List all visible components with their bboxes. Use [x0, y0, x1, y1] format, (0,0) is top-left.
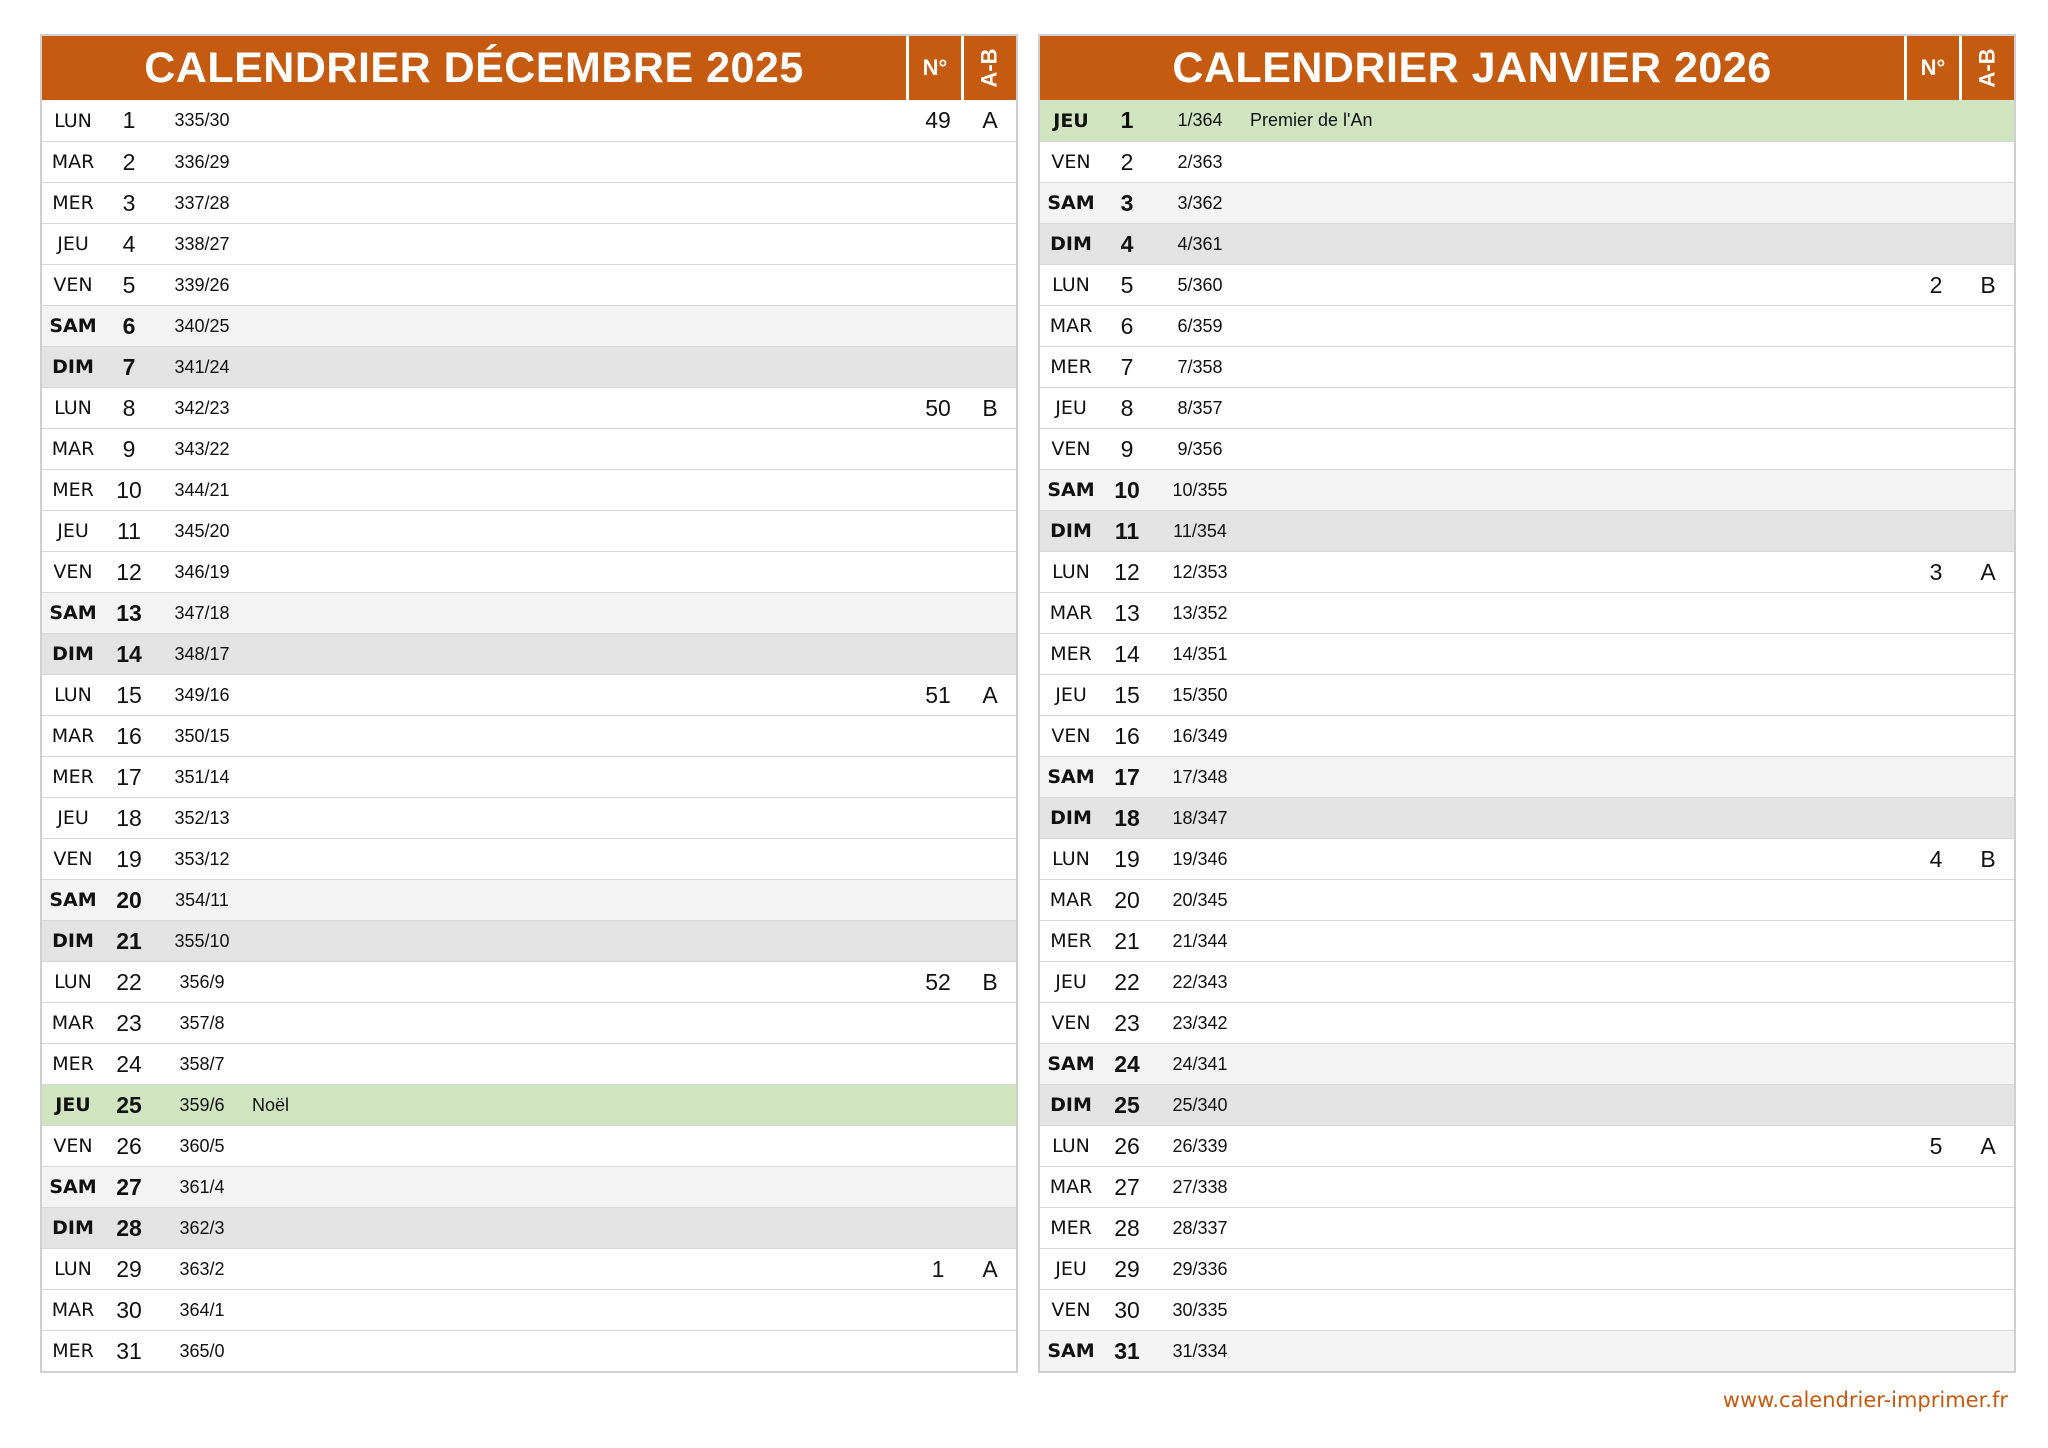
day-row [1040, 1330, 2014, 1371]
day-of-year: 337/28 [174, 192, 230, 213]
day-of-year: 12/353 [1172, 561, 1228, 582]
day-number: 30 [116, 1296, 142, 1323]
day-of-year: 28/337 [1172, 1217, 1228, 1238]
day-row [42, 920, 1016, 961]
ab-week: B [982, 394, 998, 421]
day-rows [1040, 100, 2014, 1371]
day-of-year: 350/15 [174, 725, 230, 746]
day-number: 14 [116, 640, 142, 667]
weekday-label: LUN [1052, 561, 1090, 583]
calendar-january-2026 [1038, 34, 2016, 1373]
day-number: 5 [1120, 271, 1134, 298]
weekday-label: DIM [52, 643, 94, 665]
day-number: 23 [1114, 1009, 1140, 1036]
day-number: 18 [1114, 804, 1140, 831]
day-row [1040, 551, 2014, 592]
weekday-label: MAR [51, 1012, 95, 1034]
day-of-year: 344/21 [174, 479, 230, 500]
weekday-label: MER [1050, 1217, 1092, 1239]
weekday-label: MAR [51, 1299, 95, 1321]
week-number: 4 [1929, 845, 1943, 872]
day-of-year: 352/13 [174, 807, 230, 828]
day-row [1040, 1289, 2014, 1330]
day-number: 21 [1114, 927, 1140, 954]
day-row [42, 551, 1016, 592]
day-number: 7 [1120, 353, 1134, 380]
day-number: 15 [116, 681, 142, 708]
day-of-year: 351/14 [174, 766, 230, 787]
weekday-label: SAM [1047, 192, 1095, 214]
weekday-label: MER [1050, 643, 1092, 665]
weekday-label: DIM [1050, 233, 1092, 255]
day-row [1040, 961, 2014, 1002]
day-number: 22 [116, 968, 142, 995]
day-of-year: 6/359 [1177, 315, 1223, 336]
weekday-label: MER [52, 479, 94, 501]
ab-week: B [982, 968, 998, 995]
day-of-year: 30/335 [1172, 1299, 1228, 1320]
day-row [1040, 1248, 2014, 1289]
weekday-label: MER [1050, 356, 1092, 378]
day-of-year: 27/338 [1172, 1176, 1228, 1197]
day-of-year: 20/345 [1172, 889, 1228, 910]
day-number: 13 [1114, 599, 1140, 626]
day-number: 4 [1120, 230, 1134, 257]
week-number: 1 [931, 1255, 945, 1282]
day-of-year: 25/340 [1172, 1094, 1228, 1115]
weekday-label: MAR [51, 725, 95, 747]
day-row [42, 633, 1016, 674]
day-row [42, 1330, 1016, 1371]
ab-week-header [1959, 36, 2014, 100]
week-number: 5 [1929, 1132, 1943, 1159]
calendar-header [1040, 36, 2014, 100]
day-number: 25 [1114, 1091, 1140, 1118]
day-row [1040, 1002, 2014, 1043]
day-of-year: 359/6 [179, 1094, 225, 1115]
day-of-year: 10/355 [1172, 479, 1228, 500]
day-of-year: 362/3 [179, 1217, 225, 1238]
day-of-year: 340/25 [174, 315, 230, 336]
day-row [42, 510, 1016, 551]
day-of-year: 23/342 [1172, 1012, 1228, 1033]
day-number: 13 [116, 599, 142, 626]
day-of-year: 338/27 [174, 233, 230, 254]
day-of-year: 22/343 [1172, 971, 1228, 992]
weekday-label: MER [52, 1053, 94, 1075]
day-row [1040, 223, 2014, 264]
weekday-label: SAM [1047, 766, 1095, 788]
ab-week: A [982, 107, 998, 133]
holiday-note: Noël [252, 1094, 290, 1115]
day-row [1040, 797, 2014, 838]
day-row [42, 223, 1016, 264]
day-row [1040, 1043, 2014, 1084]
day-number: 5 [122, 271, 136, 298]
day-of-year: 16/349 [1172, 725, 1228, 746]
ab-week: A [982, 1255, 998, 1282]
weekday-label: JEU [1055, 1258, 1087, 1280]
day-number: 16 [1114, 722, 1140, 749]
weekday-label: VEN [53, 274, 93, 296]
day-of-year: 363/2 [179, 1258, 225, 1279]
weekday-label: SAM [1047, 1053, 1095, 1075]
day-of-year: 339/26 [174, 274, 230, 295]
week-number: 52 [925, 968, 951, 995]
day-row [42, 182, 1016, 223]
day-of-year: 8/357 [1177, 397, 1223, 418]
ab-week: B [1980, 271, 1996, 298]
day-row [1040, 1125, 2014, 1166]
day-of-year: 335/30 [174, 110, 230, 130]
weekday-label: MAR [1049, 1176, 1093, 1198]
weekday-label: JEU [57, 520, 89, 542]
weekday-label: DIM [52, 356, 94, 378]
day-of-year: 355/10 [174, 930, 230, 951]
week-number-header: N° [906, 36, 961, 100]
weekday-label: JEU [1055, 397, 1087, 419]
day-of-year: 15/350 [1172, 684, 1228, 705]
day-row [1040, 1207, 2014, 1248]
weekday-label: VEN [53, 848, 93, 870]
day-number: 1 [122, 107, 136, 133]
ab-week-header-label: A-B [1974, 48, 2000, 88]
day-of-year: 5/360 [1177, 274, 1223, 295]
ab-week-header-label: A-B [976, 48, 1002, 88]
calendar-december-2025 [40, 34, 1018, 1373]
day-number: 24 [116, 1050, 142, 1077]
day-row [1040, 1084, 2014, 1125]
day-row [1040, 879, 2014, 920]
day-row [1040, 1166, 2014, 1207]
day-number: 2 [1120, 148, 1134, 175]
day-row [42, 469, 1016, 510]
day-row [42, 346, 1016, 387]
day-number: 23 [116, 1009, 142, 1036]
weekday-label: VEN [1051, 1299, 1091, 1321]
day-of-year: 29/336 [1172, 1258, 1228, 1279]
weekday-label: DIM [1050, 1094, 1092, 1116]
day-of-year: 346/19 [174, 561, 230, 582]
day-of-year: 11/354 [1173, 520, 1227, 541]
weekday-label: SAM [49, 315, 97, 337]
day-row [42, 1248, 1016, 1289]
weekday-label: JEU [1055, 684, 1087, 706]
day-of-year: 17/348 [1172, 766, 1228, 787]
weekday-label: MAR [1049, 889, 1093, 911]
day-row [1040, 510, 2014, 551]
ab-week-header [961, 36, 1016, 100]
day-number: 16 [116, 722, 142, 749]
ab-week: A [982, 681, 998, 708]
day-of-year: 347/18 [174, 602, 230, 623]
day-number: 2 [122, 148, 136, 175]
day-number: 28 [1114, 1214, 1140, 1241]
day-of-year: 356/9 [179, 971, 225, 992]
day-of-year: 365/0 [179, 1340, 225, 1361]
day-number: 20 [1114, 886, 1140, 913]
weekday-label: JEU [55, 1094, 91, 1116]
weekday-label: MER [52, 766, 94, 788]
day-row [1040, 469, 2014, 510]
day-number: 14 [1114, 640, 1140, 667]
day-number: 19 [1114, 845, 1140, 872]
weekday-label: LUN [1052, 1135, 1090, 1157]
day-number: 22 [1114, 968, 1140, 995]
week-number: 3 [1929, 558, 1943, 585]
day-row [1040, 633, 2014, 674]
weekday-label: LUN [54, 971, 92, 993]
day-number: 11 [1114, 517, 1140, 544]
day-of-year: 2/363 [1177, 151, 1223, 172]
calendar-title: CALENDRIER DÉCEMBRE 2025 [144, 43, 804, 92]
day-row [42, 1084, 1016, 1125]
day-rows [42, 100, 1016, 1371]
day-row [42, 674, 1016, 715]
day-of-year: 336/29 [174, 151, 230, 172]
weekday-label: VEN [1051, 1012, 1091, 1034]
week-number: 51 [925, 681, 951, 708]
day-row [42, 100, 1016, 141]
day-of-year: 18/347 [1172, 807, 1228, 828]
day-number: 7 [122, 353, 136, 380]
ab-week: B [1980, 845, 1996, 872]
day-number: 10 [116, 476, 142, 503]
day-of-year: 9/356 [1177, 438, 1223, 459]
day-number: 21 [116, 927, 142, 954]
day-number: 17 [1114, 763, 1140, 790]
day-row [42, 264, 1016, 305]
weekday-label: MAR [1049, 602, 1093, 624]
day-row [1040, 264, 2014, 305]
day-of-year: 26/339 [1172, 1135, 1228, 1156]
weekday-label: LUN [54, 397, 92, 419]
weekday-label: JEU [57, 807, 89, 829]
day-of-year: 358/7 [179, 1053, 225, 1074]
weekday-label: VEN [53, 1135, 93, 1157]
weekday-label: DIM [52, 930, 94, 952]
ab-week: A [1980, 558, 1996, 585]
weekday-label: JEU [1055, 971, 1087, 993]
weekday-label: MER [52, 1340, 94, 1362]
calendar-title: CALENDRIER JANVIER 2026 [1172, 43, 1772, 92]
day-row [1040, 920, 2014, 961]
day-row [42, 387, 1016, 428]
day-row [42, 305, 1016, 346]
day-of-year: 343/22 [174, 438, 230, 459]
day-row [1040, 141, 2014, 182]
day-row [42, 1125, 1016, 1166]
weekday-label: JEU [1053, 109, 1089, 132]
day-number: 8 [122, 394, 136, 421]
weekday-label: MER [52, 192, 94, 214]
day-of-year: 364/1 [179, 1299, 225, 1320]
weekday-label: MAR [1049, 315, 1093, 337]
day-row [1040, 756, 2014, 797]
day-number: 29 [1114, 1255, 1140, 1282]
day-row [42, 879, 1016, 920]
weekday-label: MER [1050, 930, 1092, 952]
weekday-label: DIM [52, 1217, 94, 1239]
day-of-year: 361/4 [179, 1176, 225, 1197]
day-number: 1 [1120, 107, 1134, 133]
day-row [42, 592, 1016, 633]
day-of-year: 7/358 [1177, 356, 1223, 377]
week-number: 2 [1929, 271, 1943, 298]
day-number: 27 [116, 1173, 142, 1200]
day-number: 26 [116, 1132, 142, 1159]
day-row [42, 756, 1016, 797]
day-number: 19 [116, 845, 142, 872]
day-row [42, 715, 1016, 756]
day-number: 9 [1120, 435, 1134, 462]
site-link[interactable]: www.calendrier-imprimer.fr [1722, 1388, 2008, 1412]
day-row [42, 1207, 1016, 1248]
day-number: 25 [116, 1091, 142, 1118]
week-number-header: N° [1904, 36, 1959, 100]
day-of-year: 342/23 [174, 397, 230, 418]
day-number: 18 [116, 804, 142, 831]
day-number: 27 [1114, 1173, 1140, 1200]
day-number: 10 [1114, 476, 1140, 503]
day-number: 3 [122, 189, 136, 216]
weekday-label: VEN [1051, 151, 1091, 173]
day-of-year: 1/364 [1177, 110, 1223, 130]
day-row [1040, 100, 2014, 141]
day-of-year: 19/346 [1172, 848, 1228, 869]
day-of-year: 13/352 [1172, 602, 1228, 623]
weekday-label: LUN [1052, 848, 1090, 870]
day-number: 15 [1114, 681, 1140, 708]
day-row [42, 961, 1016, 1002]
weekday-label: VEN [1051, 438, 1091, 460]
week-number: 50 [925, 394, 951, 421]
day-row [1040, 838, 2014, 879]
day-row [42, 838, 1016, 879]
day-number: 17 [116, 763, 142, 790]
day-row [1040, 428, 2014, 469]
weekday-label: LUN [1052, 274, 1090, 296]
day-of-year: 349/16 [174, 684, 230, 705]
day-number: 31 [116, 1337, 142, 1364]
day-number: 12 [1114, 558, 1140, 585]
day-of-year: 21/344 [1172, 930, 1228, 951]
week-number: 49 [925, 107, 951, 133]
weekday-label: VEN [1051, 725, 1091, 747]
day-of-year: 31/334 [1172, 1340, 1228, 1361]
calendar-header [42, 36, 1016, 100]
day-row [42, 1289, 1016, 1330]
ab-week: A [1980, 1132, 1996, 1159]
day-of-year: 357/8 [179, 1012, 225, 1033]
day-row [1040, 592, 2014, 633]
day-of-year: 14/351 [1172, 643, 1228, 664]
day-of-year: 4/361 [1177, 233, 1223, 254]
weekday-label: LUN [54, 109, 92, 132]
weekday-label: VEN [53, 561, 93, 583]
day-row [42, 1002, 1016, 1043]
weekday-label: DIM [1050, 520, 1092, 542]
day-number: 20 [116, 886, 142, 913]
day-row [42, 1043, 1016, 1084]
day-row [1040, 305, 2014, 346]
day-row [1040, 715, 2014, 756]
weekday-label: MAR [51, 151, 95, 173]
weekday-label: SAM [49, 889, 97, 911]
weekday-label: DIM [1050, 807, 1092, 829]
weekday-label: SAM [1047, 1340, 1095, 1362]
day-number: 31 [1114, 1337, 1140, 1364]
day-row [1040, 346, 2014, 387]
day-number: 30 [1114, 1296, 1140, 1323]
day-of-year: 3/362 [1177, 192, 1223, 213]
holiday-note: Premier de l'An [1250, 110, 1373, 130]
day-row [42, 141, 1016, 182]
day-number: 6 [1120, 312, 1134, 339]
weekday-label: MAR [51, 438, 95, 460]
weekday-label: SAM [1047, 479, 1095, 501]
weekday-label: LUN [54, 684, 92, 706]
day-number: 6 [122, 312, 136, 339]
day-number: 4 [122, 230, 136, 257]
day-number: 9 [122, 435, 136, 462]
day-number: 3 [1120, 189, 1134, 216]
day-of-year: 348/17 [174, 643, 230, 664]
day-number: 11 [117, 517, 141, 544]
day-row [42, 1166, 1016, 1207]
day-row [42, 797, 1016, 838]
day-row [42, 428, 1016, 469]
day-row [1040, 182, 2014, 223]
weekday-label: LUN [54, 1258, 92, 1280]
day-of-year: 360/5 [179, 1135, 225, 1156]
weekday-label: JEU [57, 233, 89, 255]
day-row [1040, 674, 2014, 715]
day-number: 24 [1114, 1050, 1140, 1077]
day-of-year: 354/11 [175, 889, 229, 910]
day-of-year: 353/12 [174, 848, 230, 869]
day-number: 28 [116, 1214, 142, 1241]
day-of-year: 341/24 [174, 356, 230, 377]
day-number: 29 [116, 1255, 142, 1282]
day-row [1040, 387, 2014, 428]
weekday-label: SAM [49, 602, 97, 624]
day-number: 8 [1120, 394, 1134, 421]
day-number: 12 [116, 558, 142, 585]
weekday-label: SAM [49, 1176, 97, 1198]
day-of-year: 345/20 [174, 520, 230, 541]
day-number: 26 [1114, 1132, 1140, 1159]
day-of-year: 24/341 [1172, 1053, 1228, 1074]
